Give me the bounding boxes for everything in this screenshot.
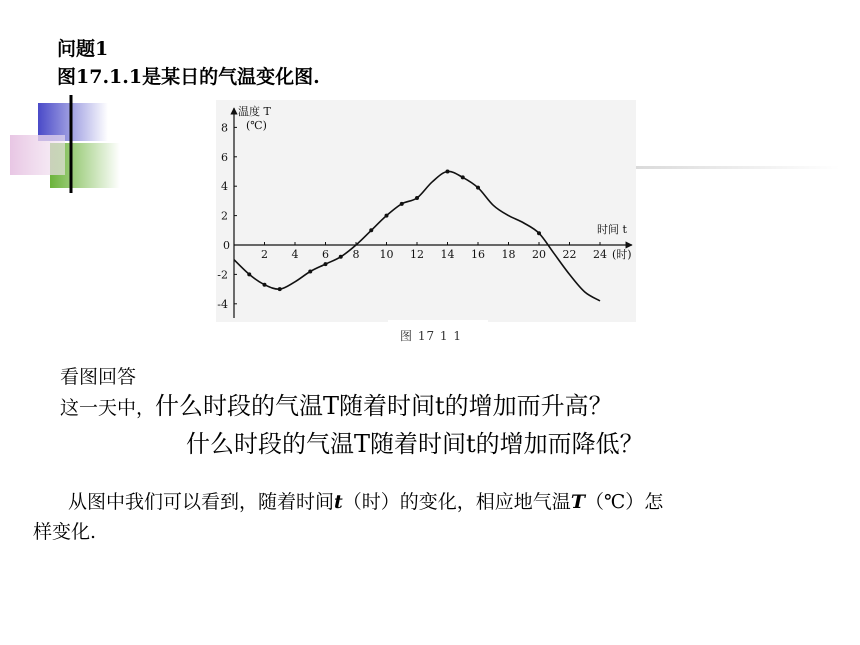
data-point — [415, 196, 419, 200]
data-point — [247, 272, 251, 276]
data-point — [446, 170, 450, 174]
y-tick-label: -2 — [217, 268, 228, 282]
data-point — [385, 214, 389, 218]
y-tick-label: 4 — [221, 180, 228, 194]
decorative-squares — [10, 95, 215, 195]
data-point — [308, 269, 312, 273]
questions-lead: 看图回答 — [60, 366, 137, 388]
data-point — [461, 175, 465, 179]
y-tick-label: 2 — [221, 209, 228, 223]
question-prefix: 这一天中， — [60, 397, 156, 419]
data-point — [324, 262, 328, 266]
problem-text: 图17.1.1是某日的气温变化图. — [57, 66, 320, 88]
x-tick-label: 24 — [593, 248, 607, 261]
x-tick-label: 20 — [532, 248, 546, 261]
problem-label: 问题1 — [57, 38, 109, 60]
question-rising: 什么时段的气温T随着时间t的增加而升高？ — [155, 392, 613, 420]
paragraph-var-t: t — [334, 491, 343, 513]
y-axis-label: 温度 T — [238, 105, 271, 118]
x-tick-label: 4 — [291, 248, 299, 261]
x-tick-label: 16 — [471, 248, 485, 261]
data-point — [263, 283, 267, 287]
paragraph-text-c: （℃）怎 — [584, 491, 664, 513]
data-point — [476, 186, 480, 190]
y-axis-unit: (℃) — [246, 119, 267, 132]
data-point — [278, 287, 282, 291]
paragraph-line-2: 样变化. — [33, 521, 97, 543]
paragraph-text-a: 从图中我们可以看到，随着时间 — [68, 491, 335, 513]
data-point — [537, 231, 541, 235]
x-tick-label: 10 — [379, 248, 394, 261]
temperature-chart — [216, 100, 636, 322]
deco-pink-square — [10, 135, 65, 175]
x-tick-label: 8 — [352, 248, 360, 261]
x-tick-label: 12 — [410, 248, 424, 261]
x-axis-unit: (时) — [612, 248, 632, 261]
paragraph-var-T: T — [570, 491, 585, 513]
paragraph-text-b: （时）的变化，相应地气温 — [342, 491, 571, 513]
question-row-1 — [60, 386, 613, 421]
y-tick-label: 8 — [221, 121, 228, 135]
y-tick-label: -4 — [217, 297, 228, 311]
y-tick-label: 6 — [221, 150, 228, 164]
paragraph-line-1 — [68, 487, 663, 514]
x-tick-label: 2 — [261, 248, 268, 261]
data-point — [400, 202, 404, 206]
data-point — [339, 255, 343, 259]
x-tick-label: 22 — [562, 248, 577, 261]
x-axis-label: 时间 t — [597, 223, 627, 236]
x-tick-label: 18 — [501, 248, 516, 261]
origin-label: 0 — [223, 239, 230, 252]
x-tick-label: 14 — [440, 248, 455, 261]
question-falling: 什么时段的气温T随着时间t的增加而降低？ — [186, 430, 644, 458]
decorative-rule — [630, 166, 840, 169]
figure-caption: 图 17 1 1 — [400, 329, 462, 343]
x-tick-label: 6 — [322, 248, 329, 261]
data-point — [369, 228, 373, 232]
